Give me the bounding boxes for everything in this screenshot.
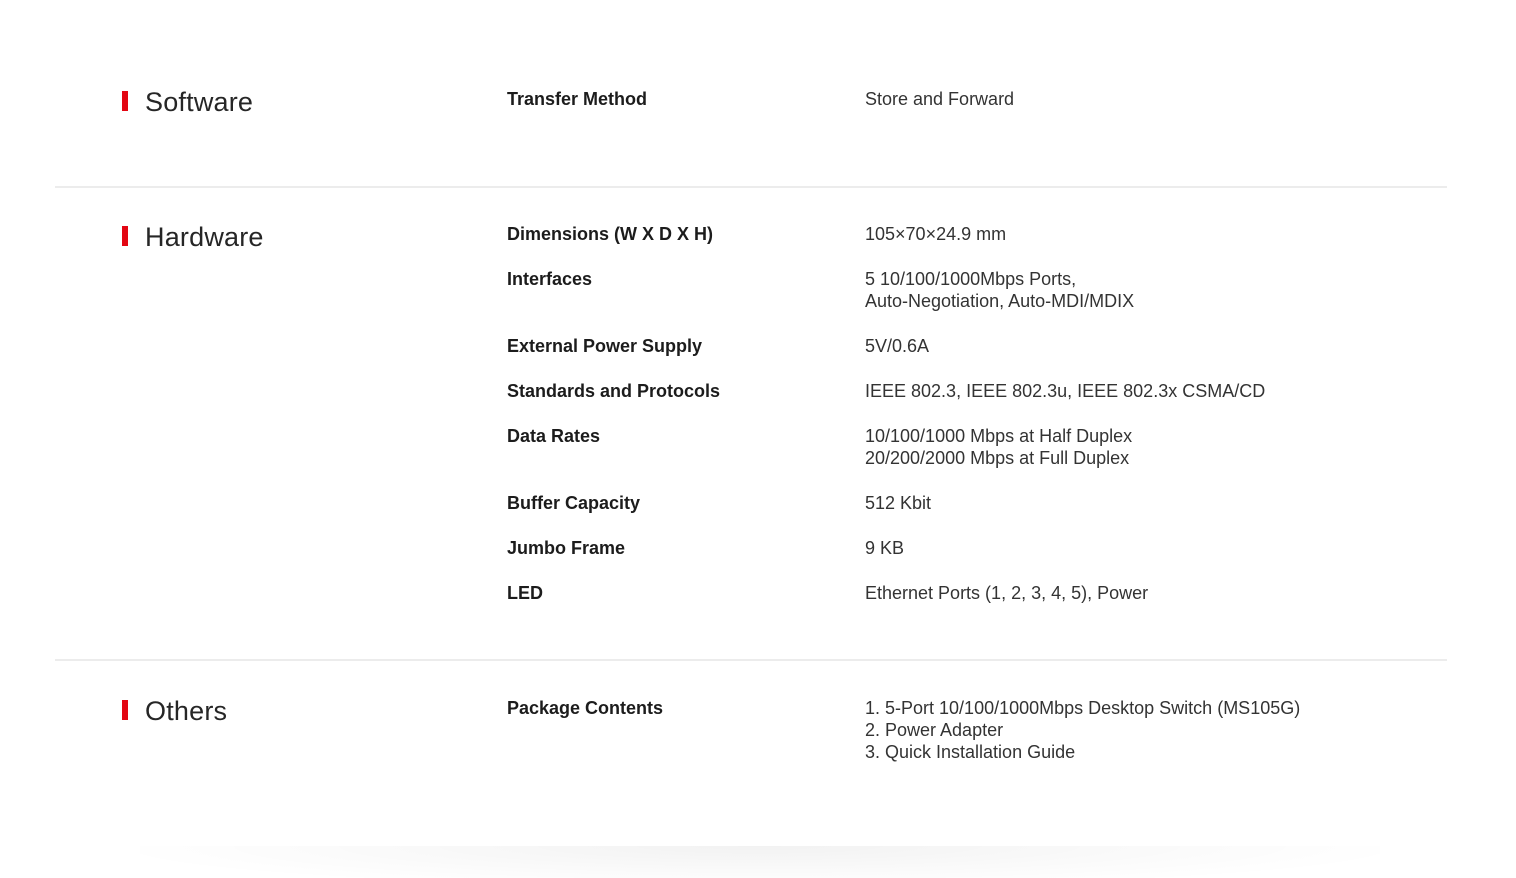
spec-value-line: Ethernet Ports (1, 2, 3, 4, 5), Power	[865, 583, 1149, 603]
spec-row-data-rates	[507, 425, 1467, 469]
spec-label: Package Contents	[507, 698, 664, 718]
section-heading	[122, 219, 264, 255]
spec-label: LED	[507, 583, 543, 603]
section-divider	[55, 659, 1447, 661]
spec-label: Interfaces	[507, 269, 593, 289]
section-title: Hardware	[145, 221, 264, 252]
bottom-card-shadow	[140, 846, 1380, 878]
spec-value	[865, 88, 1014, 110]
accent-bar	[122, 91, 128, 111]
spec-label: External Power Supply	[507, 336, 703, 356]
spec-value	[865, 268, 1134, 312]
spec-value	[865, 223, 1006, 245]
spec-value	[865, 425, 1132, 469]
spec-value	[865, 492, 931, 514]
section-title: Others	[145, 695, 228, 726]
spec-label: Transfer Method	[507, 89, 648, 109]
section-title: Software	[145, 86, 254, 117]
spec-list	[507, 697, 1467, 786]
accent-bar	[122, 700, 128, 720]
spec-value-line: 2. Power Adapter	[865, 720, 1004, 740]
spec-row-buffer-capacity	[507, 492, 1467, 514]
spec-value-line: 10/100/1000 Mbps at Half Duplex	[865, 426, 1133, 446]
spec-value-line: 105×70×24.9 mm	[865, 224, 1007, 244]
spec-value-line: 9 KB	[865, 538, 905, 558]
spec-value	[865, 582, 1148, 604]
spec-value-line: 1. 5-Port 10/100/1000Mbps Desktop Switch (MS105G)	[865, 698, 1301, 718]
spec-row-interfaces	[507, 268, 1467, 312]
spec-row-led	[507, 582, 1467, 604]
spec-value	[865, 697, 1300, 763]
accent-bar	[122, 226, 128, 246]
section-heading	[122, 84, 253, 120]
spec-value-line: 512 Kbit	[865, 493, 932, 513]
spec-value	[865, 380, 1265, 402]
spec-list	[507, 88, 1467, 133]
spec-row-transfer-method	[507, 88, 1467, 110]
spec-label: Jumbo Frame	[507, 538, 626, 558]
spec-value-line: IEEE 802.3, IEEE 802.3u, IEEE 802.3x CSMA/CD	[865, 381, 1266, 401]
spec-row-external-power-supply	[507, 335, 1467, 357]
spec-value-line: Store and Forward	[865, 89, 1015, 109]
spec-value-line: 5V/0.6A	[865, 336, 930, 356]
spec-value-line: 20/200/2000 Mbps at Full Duplex	[865, 448, 1130, 468]
spec-label: Dimensions (W X D X H)	[507, 224, 714, 244]
spec-label: Standards and Protocols	[507, 381, 721, 401]
spec-row-package-contents	[507, 697, 1467, 763]
spec-row-jumbo-frame	[507, 537, 1467, 559]
spec-row-standards-protocols	[507, 380, 1467, 402]
spec-list	[507, 223, 1467, 627]
spec-label: Buffer Capacity	[507, 493, 641, 513]
spec-value	[865, 537, 904, 559]
spec-value	[865, 335, 929, 357]
spec-label: Data Rates	[507, 426, 601, 446]
spec-value-line: 5 10/100/1000Mbps Ports,	[865, 269, 1077, 289]
spec-value-line: 3. Quick Installation Guide	[865, 742, 1076, 762]
section-divider	[55, 186, 1447, 188]
spec-row-dimensions	[507, 223, 1467, 245]
spec-value-line: Auto-Negotiation, Auto-MDI/MDIX	[865, 291, 1135, 311]
section-heading	[122, 693, 227, 729]
